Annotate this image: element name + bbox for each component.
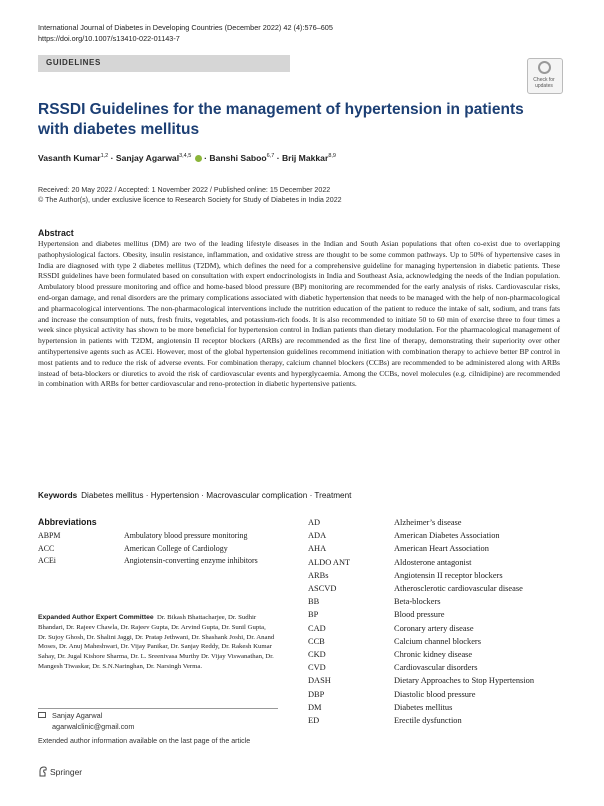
author-name[interactable]: Sanjay Agarwal [115,153,180,163]
author-list: Vasanth Kumar$^{1,2}$ · Sanjay Agarwal$^{3,4,5}$ · Banshi Saboo$^{6,7}$ · Brij Makkar$^{8,9}$ [38,153,336,163]
abbreviations-heading: Abbreviations [38,517,97,527]
abbreviation-definition: Angiotensin II receptor blockers [394,570,503,580]
abbreviation-definition: Chronic kidney disease [394,650,473,660]
abbreviation-term: ADA [308,531,327,541]
abbreviation-term: CVD [308,663,326,673]
abbreviation-row [308,595,598,608]
abbreviation-row [308,714,598,727]
check-for-updates-icon [538,61,551,74]
abbreviation-definition: American Diabetes Association [394,531,500,541]
abbreviation-term: BB [308,597,320,607]
abbreviation-term: ARBs [308,570,329,580]
abbreviation-term: BP [308,610,319,620]
abbreviation-term: ABPM [38,531,61,540]
publisher-logo-text: Springer [50,767,83,777]
abbreviation-definition: American Heart Association [394,544,489,554]
abbreviation-row [308,556,598,569]
abbreviation-definition: Blood pressure [394,610,445,620]
check-for-updates-label: Check for updates [533,77,555,89]
abbreviation-definition: Alzheimer’s disease [394,518,462,527]
abbreviation-term: AD [308,518,321,527]
abbreviation-term: ALDO ANT [308,557,351,567]
divider [38,708,278,709]
author-affiliation: 3,4,5 [179,153,192,160]
author-name[interactable]: Brij Makkar [281,153,329,163]
abbreviation-definition: Diastolic blood pressure [394,689,476,699]
abbreviation-definition: American College of Cardiology [124,543,228,553]
abbreviation-row [308,701,598,714]
abbreviation-definition: Dietary Approaches to Stop Hypertension [394,676,535,686]
abbreviation-row [308,569,598,582]
author-affiliation: 8,9 [328,153,336,160]
abbreviation-row [308,542,598,555]
copyright-line: © The Author(s), under exclusive licence to Research Society for Study of Diabetes in India 2022 [38,196,342,204]
committee-members: Dr. Bikash Bhattacharjee, Dr. Sudhir Bhandari, Dr. Rajeev Chawla, Dr. Rajeev Gupta, Dr. Arvind Gupta, Dr. Sunil Gupta, Dr. Sujoy Ghosh, Dr. Shalini Jaggi, Dr. Pratap Jethwani, Dr. Shashank Joshi, Dr. Anand Moses, Dr. Anuj Maheshwari, Dr. Vijay Panikar, Dr. Sanjay Reddy, Dr. Rakesh Kumar Sahay, Dr. Jugal Kishore Sharma, Dr. L. Sreenivasa Murthy Dr. Vijay Viswanathan, Dr. Mangesh Tiwaskar, Dr. S.N.Naringhan, Dr. Narsingh Verma. [38,614,275,670]
abbreviation-row [308,635,598,648]
abbreviation-term: ACEi [38,556,56,566]
publication-dates [38,185,342,205]
abbreviation-row [308,529,598,542]
abbreviation-definition: Calcium channel blockers [394,636,481,646]
abbreviation-row [38,543,278,556]
keywords-text: Diabetes mellitus · Hypertension · Macrovascular complication · Treatment [81,491,352,500]
abbreviation-row [308,674,598,687]
abbreviation-row [308,608,598,621]
author-name[interactable]: Vasanth Kumar [38,153,101,163]
article-title: RSSDI Guidelines for the management of hypertension in patients with diabetes mellitus [38,101,524,138]
dates-line: Received: 20 May 2022 / Accepted: 1 November 2022 / Published online: 15 December 2022 [38,186,331,194]
correspondence [52,710,134,732]
abbreviation-row [308,582,598,595]
journal-citation: International Journal of Diabetes in Developing Countries (December 2022) 42 (4):576–605 [38,23,333,32]
abbreviation-term: ASCVD [308,584,337,594]
abbreviation-definition: Aldosterone antagonist [394,557,472,567]
abbreviation-term: DM [308,702,322,712]
corresponding-email[interactable]: agarwalclinic@gmail.com [52,722,135,731]
abbreviations-right-list [308,516,598,727]
springer-horse-icon [38,766,48,777]
expert-committee [38,613,275,672]
extended-author-info: Extended author information available on the last page of the article [38,737,251,745]
abbreviation-term: ACC [38,543,55,553]
abbreviation-row [308,648,598,661]
abbreviations-left-list [38,530,278,568]
journal-header [38,22,333,44]
abstract-text: Hypertension and diabetes mellitus (DM) are two of the leading lifestyle diseases in the Indian and South Asian populations that often co-exist due to overlapping pathophysiological factors. Obesity, insulin resistance, inflammation, and oxidative stress are thought to be some common pathways. Up to 50% of hypertensive cases in India are diagnosed with type 2 diabetes mellitus (T2DM), which defines the need for a comprehensive guideline for managing hypertension in diabetic patients. These RSSDI guidelines have been formulated based on consultation with expert endocrinologists in India and Southeast Asia, acknowledging the needs of the Indian population. Ambulatory blood pressure monitoring and office and home-based blood pressure (BP) monitoring are recommended for the early analysis of risks. Cardiovascular risks, end-organ damage, and renal disorders are the primary complications associated with diabetic hypertension that needs to be managed with the help of non-pharmacological and pharmacological interventions. The non-pharmacological interventions include the nutrition education of the patient to reduce the intake of salt, sodium, and trans fats and increase the consumption of nuts, fresh fruits, vegetables, and potassium-rich foods. It is also recommended to initiate 50 to 60 min of exercise three to four times a week since physical activity has shown to be more beneficial for hypertension control in Indian patients than dietary modulation. For the pharmacological management of hypertension in patients with T2DM, angiotensin II receptor blockers (ARBs) are recommended as the first line of therapy, demonstrating their superiority over other antihypertensive agents such as ACEi. However, most of the global hypertension guidelines recommend initiation with combination therapy to achieve better BP control in most patients and to reduce the risk of adverse events. For combination therapy, calcium channel blockers (CCBs) are recommended to be administered along with ARBs instead of beta-blockers or diuretics to avoid the risk of cardiovascular events and hyperglycaemia. Among the CCBs, novel molecules (e.g. cilnidipine) are recommended in combination with ARBs for better cardiovascular and reno-protection in diabetic hypertensive patients. [38,239,560,389]
abbreviation-term: CKD [308,650,326,660]
abbreviation-definition: Atherosclerotic cardiovascular disease [394,584,523,594]
abbreviation-definition: Beta-blockers [394,597,441,607]
abbreviation-term: AHA [308,544,327,554]
abbreviation-term: ED [308,716,320,726]
committee-label: Expanded Author Expert Committee [38,614,154,621]
abbreviation-definition: Cardiovascular disorders [394,663,478,673]
abbreviation-row [308,688,598,701]
abbreviation-definition: Ambulatory blood pressure monitoring [124,531,248,540]
abbreviation-term: DASH [308,676,331,686]
abbreviation-row [38,555,278,568]
abbreviation-definition: Coronary artery disease [394,623,474,633]
abbreviation-definition: Diabetes mellitus [394,702,453,712]
abbreviation-term: DBP [308,689,325,699]
section-label: GUIDELINES [46,58,101,67]
keywords-label: Keywords [38,491,78,500]
author-affiliation: 6,7 [266,153,275,160]
abbreviation-row [308,661,598,674]
abbreviation-definition: Angiotensin-converting enzyme inhibitors [124,556,258,566]
author-name[interactable]: Banshi Saboo [209,153,267,163]
abbreviation-row [308,516,598,529]
keywords [38,491,558,500]
abbreviation-row [38,530,278,543]
envelope-icon [38,712,46,718]
doi-link[interactable]: https://doi.org/10.1007/s13410-022-01143-7 [38,34,180,43]
abbreviation-row [308,622,598,635]
author-affiliation: 1,2 [100,153,109,160]
abstract-heading: Abstract [38,228,74,238]
corresponding-author: Sanjay Agarwal [52,711,103,720]
abbreviation-term: CCB [308,636,325,646]
abbreviation-definition: Erectile dysfunction [394,716,462,726]
abbreviation-term: CAD [308,623,326,633]
orcid-icon[interactable] [195,155,202,162]
